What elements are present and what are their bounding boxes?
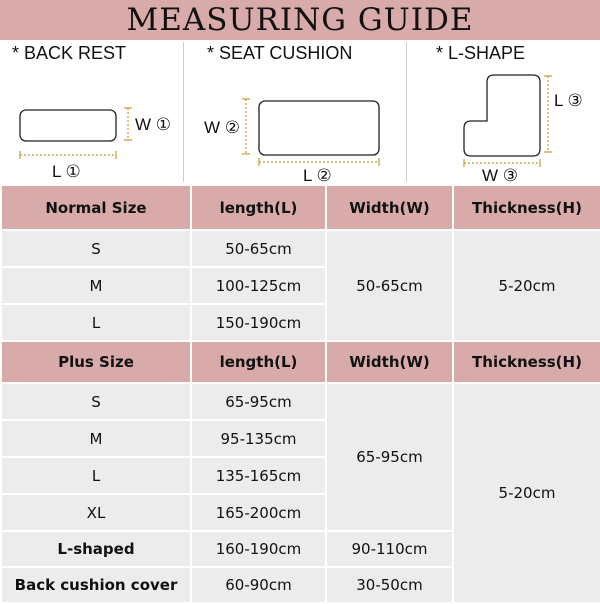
length-cell: 165-200cm	[191, 494, 326, 531]
size-cell: M	[1, 267, 191, 304]
table-header-cell: Width(W)	[326, 185, 453, 230]
table-row	[1, 230, 600, 267]
thickness-cell: 5-20cm	[453, 230, 600, 341]
size-cell: L	[1, 457, 191, 494]
table-header-cell: length(L)	[191, 185, 326, 230]
back-rest-diagram	[0, 40, 183, 184]
length-cell: 60-90cm	[191, 567, 326, 603]
size-cell: L	[1, 304, 191, 341]
seat-cushion-shape	[259, 101, 379, 155]
back-rest-width-label: W ①	[135, 115, 172, 134]
width-cell: 30-50cm	[326, 567, 453, 603]
size-table	[0, 184, 600, 604]
title-banner	[0, 0, 600, 40]
length-cell: 95-135cm	[191, 420, 326, 457]
width-cell: 90-110cm	[326, 531, 453, 567]
back-rest-label: * BACK REST	[12, 43, 127, 63]
table-header-cell: Width(W)	[326, 341, 453, 383]
table-header-cell: Plus Size	[1, 341, 191, 383]
seat-cushion-panel	[183, 40, 406, 184]
thickness-cell: 5-20cm	[453, 383, 600, 603]
width-cell: 65-95cm	[326, 383, 453, 531]
length-cell: 65-95cm	[191, 383, 326, 420]
table-header-cell: Thickness(H)	[453, 185, 600, 230]
table-header-cell: Normal Size	[1, 185, 191, 230]
length-cell: 150-190cm	[191, 304, 326, 341]
l-shape-width-label: W ③	[482, 166, 519, 184]
back-rest-length-label: L ①	[52, 162, 81, 181]
table-row	[1, 383, 600, 420]
back-rest-shape	[20, 110, 116, 141]
width-cell: 50-65cm	[326, 230, 453, 341]
table-header-cell: length(L)	[191, 341, 326, 383]
length-cell: 100-125cm	[191, 267, 326, 304]
l-shape-label: * L-SHAPE	[436, 43, 526, 63]
size-cell: Back cushion cover	[1, 567, 191, 603]
table-header-row	[1, 185, 600, 230]
l-shape-panel	[406, 40, 600, 184]
size-cell: L-shaped	[1, 531, 191, 567]
l-shape-length-label: L ③	[554, 91, 583, 110]
length-cell: 50-65cm	[191, 230, 326, 267]
size-cell: S	[1, 383, 191, 420]
back-rest-panel	[0, 40, 183, 184]
size-cell: M	[1, 420, 191, 457]
length-cell: 160-190cm	[191, 531, 326, 567]
seat-cushion-label: * SEAT CUSHION	[207, 43, 353, 63]
size-cell: XL	[1, 494, 191, 531]
diagram-row	[0, 40, 600, 184]
seat-cushion-length-label: L ②	[303, 166, 332, 184]
seat-cushion-width-label: W ②	[204, 118, 241, 137]
page-title: MEASURING GUIDE	[126, 2, 474, 38]
length-cell: 135-165cm	[191, 457, 326, 494]
seat-cushion-diagram	[183, 40, 406, 184]
size-cell: S	[1, 230, 191, 267]
l-shape-shape	[464, 75, 540, 156]
table-header-cell: Thickness(H)	[453, 341, 600, 383]
table-header-row	[1, 341, 600, 383]
l-shape-diagram	[406, 40, 600, 184]
